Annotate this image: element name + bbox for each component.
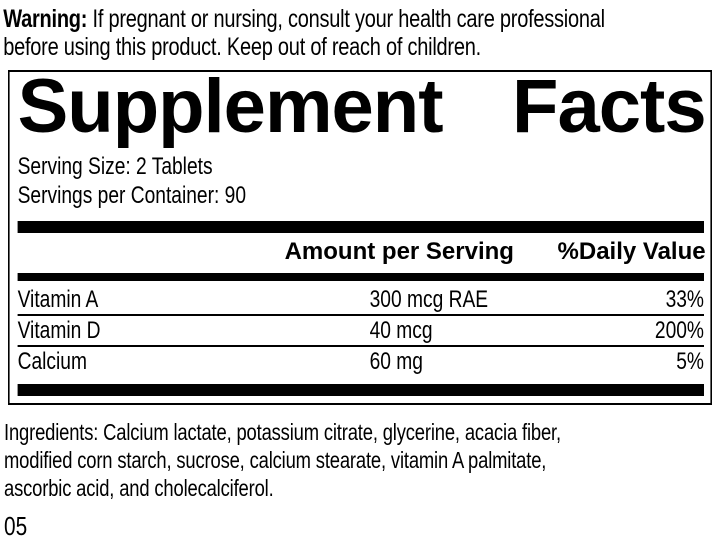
header-spacer bbox=[18, 240, 285, 264]
title-word-supplement: Supplement bbox=[17, 64, 443, 149]
nutrient-amount: 40 mcg bbox=[369, 317, 433, 344]
nutrient-daily-value: 5% bbox=[676, 348, 704, 375]
ingredients-line-1: Ingredients: Calcium lactate, potassium citrate, glycerine, acacia fiber, bbox=[4, 419, 561, 445]
ingredients-line-3: ascorbic acid, and cholecalciferol. bbox=[4, 475, 274, 501]
footer-code: 05 bbox=[4, 511, 28, 541]
warning-line-2: before using this product. Keep out of reach of children. bbox=[3, 33, 481, 61]
warning-line-1 bbox=[3, 5, 720, 33]
ingredients-text bbox=[4, 418, 720, 502]
table-row-calcium bbox=[18, 345, 704, 376]
nutrient-name: Vitamin A bbox=[17, 286, 99, 313]
thick-divider-top bbox=[18, 221, 704, 233]
nutrient-amount: 300 mcg RAE bbox=[369, 286, 489, 313]
supplement-facts-title bbox=[17, 64, 706, 149]
column-header-row bbox=[18, 240, 706, 264]
title-word-facts: Facts bbox=[512, 64, 706, 149]
warning-line-1-text: If pregnant or nursing, consult your health care professional bbox=[92, 5, 605, 33]
amount-per-serving-header: Amount per Serving bbox=[284, 238, 514, 265]
nutrient-table bbox=[18, 285, 704, 376]
nutrient-daily-value: 33% bbox=[665, 286, 704, 313]
warning-text bbox=[3, 5, 720, 61]
nutrient-amount: 60 mg bbox=[369, 348, 423, 375]
table-row-vitamin-a bbox=[18, 285, 704, 314]
nutrient-name: Vitamin D bbox=[17, 317, 101, 344]
warning-label: Warning: bbox=[3, 5, 88, 33]
ingredients-line-2: modified corn starch, sucrose, calcium stearate, vitamin A palmitate, bbox=[4, 447, 547, 473]
thick-divider-bottom bbox=[18, 384, 704, 396]
table-row-vitamin-d bbox=[18, 314, 704, 345]
nutrient-name: Calcium bbox=[17, 348, 87, 375]
nutrient-daily-value: 200% bbox=[654, 317, 704, 344]
servings-per-container: Servings per Container: 90 bbox=[17, 182, 246, 209]
daily-value-header: %Daily Value bbox=[557, 238, 706, 265]
medium-divider bbox=[18, 273, 704, 281]
supplement-label bbox=[0, 5, 720, 541]
supplement-facts-panel bbox=[8, 64, 712, 405]
serving-size: Serving Size: 2 Tablets bbox=[17, 153, 213, 180]
